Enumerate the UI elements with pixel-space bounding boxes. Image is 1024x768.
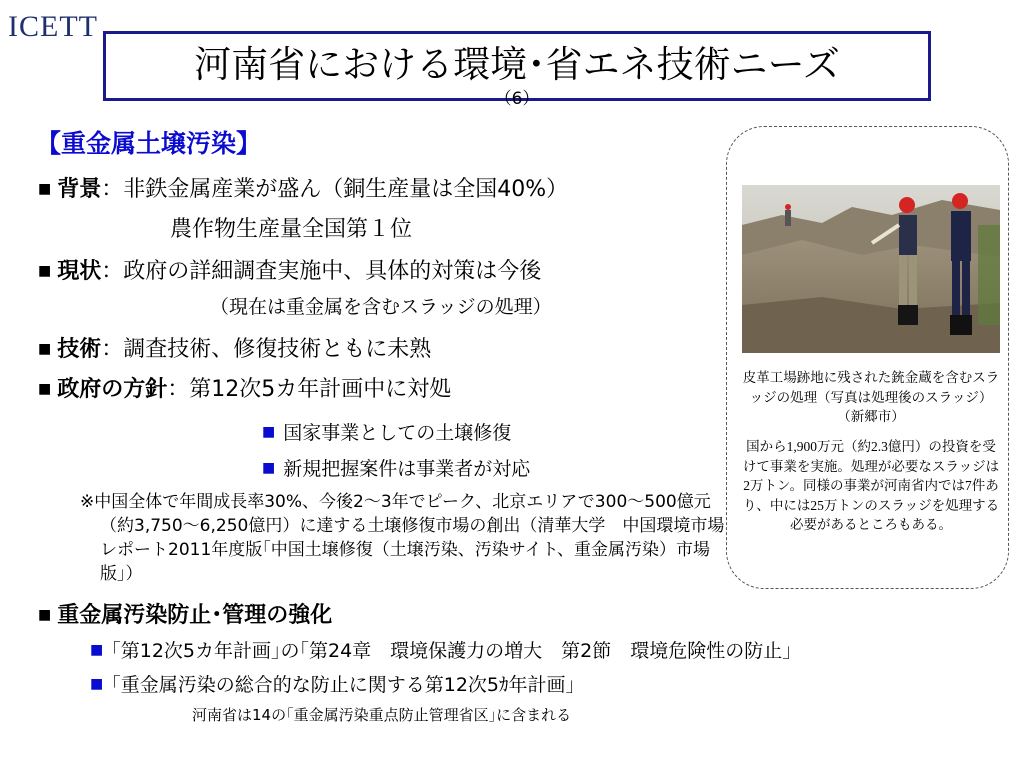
bullet-status (38, 254, 541, 285)
icett-logo: ICETT (8, 10, 98, 43)
bullet-technology (38, 332, 431, 363)
status-text-2: （現在は重金属を含むスラッジの処理） (210, 296, 552, 318)
photo-description: 国から1,900万元（約2.3億円）の投資を受けて事業を実施。処理が必要なスラッジは2万トン。同様の事業が河南省内では7件あり、中には25万トンのスラッジを処理する必要があるところもある。 (742, 439, 1000, 532)
policy-label: 政府の方針 (57, 377, 168, 402)
plan-text: ｢重金属汚染の総合的な防止に関する第12次5ｶ年計画｣ (111, 674, 576, 696)
blue-square-bullet-icon: ■ (262, 424, 276, 440)
square-bullet-icon: ■ (38, 341, 52, 357)
status-label: 現状 (57, 259, 102, 284)
background-label: 背景 (57, 177, 102, 202)
blue-square-bullet-icon: ■ (262, 460, 276, 476)
policy-text: ：第12次5カ年計画中に対処 (167, 377, 452, 402)
status-text: ：政府の詳細調査実施中、具体的対策は今後 (101, 259, 542, 284)
policy-subitem (262, 454, 530, 481)
policy-subitem-text: 新規把握案件は事業者が対応 (283, 458, 531, 480)
square-bullet-icon: ■ (38, 181, 52, 197)
bullet-background (38, 172, 568, 203)
page-title: 河南省における環境･省エネ技術ニーズ (194, 43, 840, 86)
footnote: 河南省は14の｢重金属汚染重点防止管理省区｣に含まれる (192, 706, 572, 724)
heading-heavy-metal-control (38, 598, 332, 629)
blue-square-bullet-icon: ■ (90, 642, 104, 658)
photo-caption: 皮革工場跡地に残された銃金蔵を含むスラッジの処理（写真は処理後のスラッジ）（新郷市） (742, 370, 1000, 424)
policy-subitem-text: 国家事業としての土壌修復 (283, 422, 512, 444)
policy-subitem (262, 418, 511, 445)
background-text: ：非鉄金属産業が盛ん（銅生産量は全国40%） (101, 177, 569, 202)
technology-text: ：調査技術、修復技術ともに未熟 (101, 337, 432, 362)
bullet-policy (38, 372, 451, 403)
background-text-2: 農作物生産量全国第１位 (170, 217, 413, 242)
site-photo (742, 185, 1000, 353)
plan-text: ｢第12次5カ年計画｣の｢第24章 環境保護力の増大 第2節 環境危険性の防止｣ (111, 640, 792, 662)
section-heading: 【重金属土壌汚染】 (36, 129, 262, 158)
plan-item (90, 670, 575, 697)
square-bullet-icon: ■ (38, 381, 52, 397)
technology-label: 技術 (57, 337, 102, 362)
square-bullet-icon: ■ (38, 607, 52, 623)
page-subtitle: （6） (494, 89, 540, 109)
heading2-text: 重金属汚染防止･管理の強化 (57, 603, 333, 628)
square-bullet-icon: ■ (38, 263, 52, 279)
blue-square-bullet-icon: ■ (90, 676, 104, 692)
plan-item (90, 636, 792, 663)
market-note: ※中国全体で年間成長率30%、今後2～3年でピーク、北京エリアで300～500億元（約3,750～6,250億円）に達する土壌修復市場の創出（清華大学 中国環境市場レポート2011年度版｢中国土壌修復（土壌汚染、汚染サイト、重金属汚染）市場版｣） (80, 492, 725, 584)
